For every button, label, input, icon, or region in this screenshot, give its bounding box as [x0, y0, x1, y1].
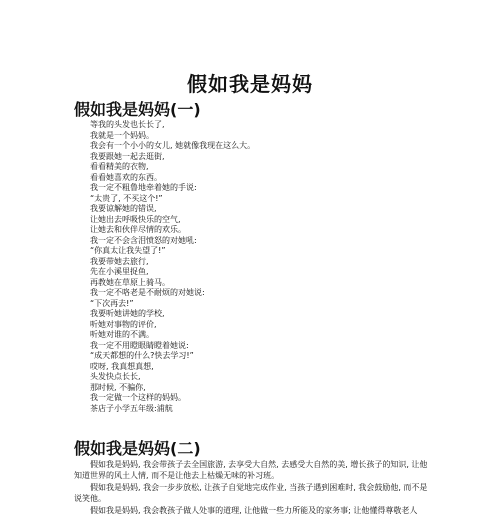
poem-line: 再教她在草原上骑马。: [90, 277, 170, 287]
poem-line: 那时候, 不骗你,: [90, 382, 146, 392]
poem-line: 我要跟她一起去逛街,: [90, 151, 165, 161]
prose-paragraph: 假如我是妈妈, 我会一步步放松, 让孩子自觉地完成作业, 当孩子遇到困难时, 我会鼓励他, 而不是说笑他。: [74, 483, 428, 503]
poem-line: 我要谅解她的错误,: [90, 204, 157, 213]
prose-paragraph: 假如我是妈妈, 我会教孩子做人处事的道理, 让他做一些力所能及的家务事; 让他懂得尊敬老人: [90, 506, 418, 515]
poem-line: “成天都想的什么?快去学习!”: [90, 351, 194, 360]
poem-line: 先在小溪里捉鱼,: [90, 267, 149, 276]
poem-line: 我要带她去旅行,: [90, 256, 149, 266]
prose-paragraph: 假如我是妈妈, 我会带孩子去全国旅游, 去享受大自然, 去感受大自然的美, 增长孩子的知识, 让他知道世界的风土人情, 而不是让他去上枯燥无味的补习班。: [74, 460, 428, 480]
poem-line: 我就是一个妈妈。: [90, 130, 154, 140]
poem-line: 哎呀, 我真想真想,: [90, 361, 154, 371]
poem-line: 让她去和伙伴尽情的欢乐。: [90, 225, 186, 234]
poem-line: 我一定做一个这样的妈妈。: [90, 393, 186, 402]
poem-body: [90, 120, 470, 414]
poem-line: 茶店子小学五年级:浦航: [90, 403, 173, 413]
section-2-heading: 假如我是妈妈(二): [74, 439, 201, 458]
poem-line: 听她对事物的评价,: [90, 319, 157, 329]
poem-line: 我会有一个小小的女儿, 她就像我现在这么大。: [90, 141, 256, 150]
poem-line: 我一定不用瞪眼睛瞪着她说:: [90, 340, 189, 350]
poem-line: 看看精美的衣物,: [90, 162, 149, 171]
poem-line: “太贵了, 不买这个!”: [90, 193, 163, 203]
poem-line: 看看她喜欢的东西。: [90, 172, 162, 182]
poem-line: 听她对谁的不满。: [90, 330, 154, 339]
poem-line: 我一定不咯老是不耐烦的对她说:: [90, 288, 205, 297]
poem-line: 我一定不粗鲁地牵着她的手说:: [90, 183, 197, 192]
poem-line: 我一定不会含泪愤怒的对她吼:: [90, 235, 197, 245]
section-1-heading: 假如我是妈妈(一): [74, 100, 201, 119]
prose-body: [74, 460, 434, 519]
poem-line: “你真太让我失望了!”: [90, 246, 166, 255]
poem-line: 等我的头发也长长了,: [90, 120, 165, 129]
poem-line: “下次再去!”: [90, 298, 134, 308]
poem-line: 让她出去呼吸快乐的空气,: [90, 214, 181, 224]
poem-line: 头发快点长长,: [90, 372, 141, 381]
poem-line: 我要听她讲她的学校,: [90, 309, 165, 318]
document-title: 假如我是妈妈: [187, 72, 313, 96]
